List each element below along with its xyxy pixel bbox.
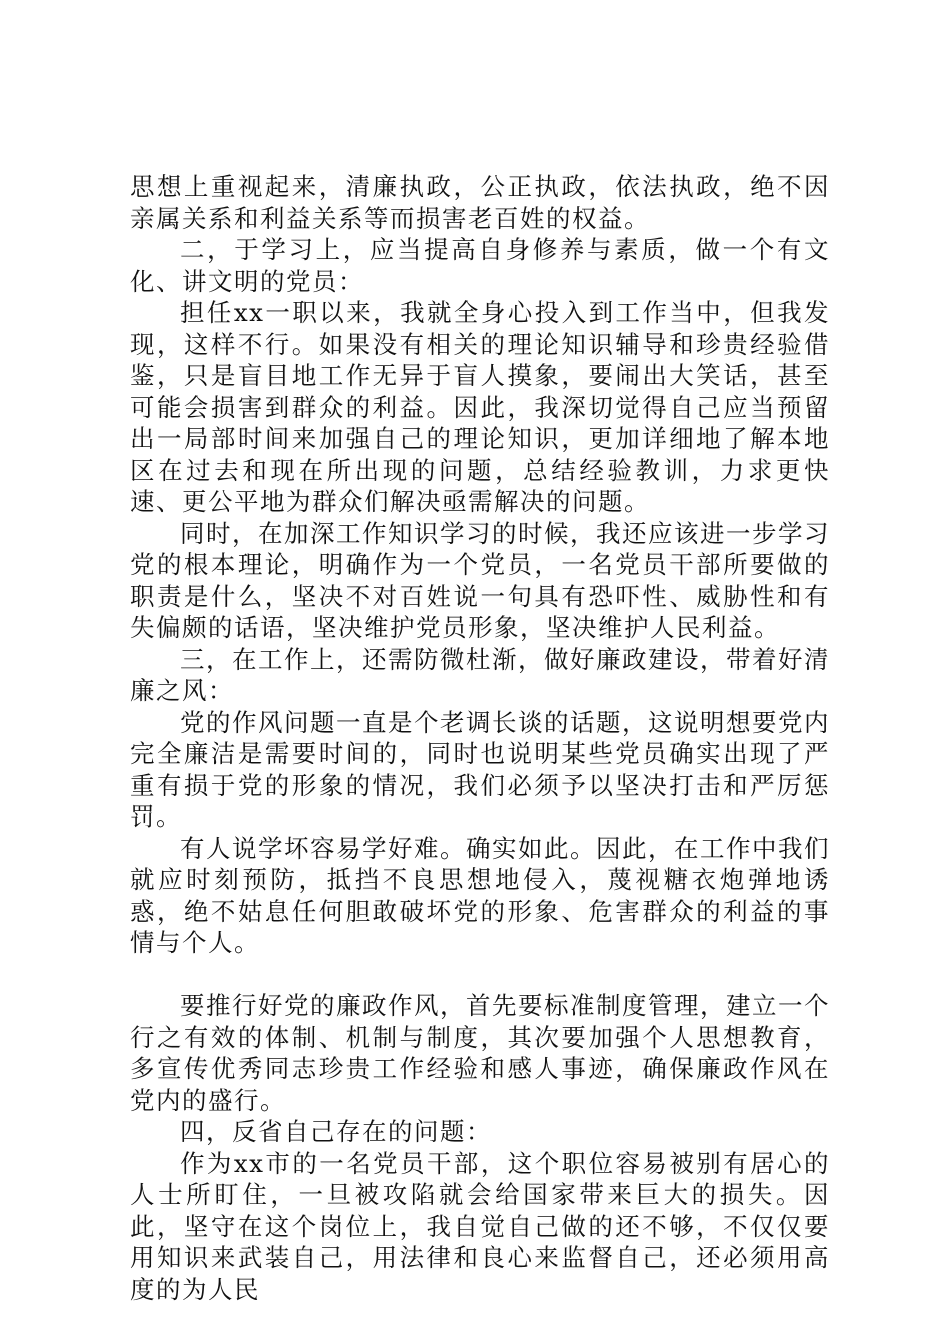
paragraph-gap [130,959,830,991]
paragraph-3: 担任xx一职以来，我就全身心投入到工作当中，但我发现，这样不行。如果没有相关的理论知识辅导和珍贵经验借鉴，只是盲目地工作无异于盲人摸象，要闹出大笑话，甚至可能会损害到群众的利益。因此，我深切觉得自己应当预留出一局部时间来加强自己的理论知识，更加详细地了解本地区在过去和现在所出现的问题，总结经验教训，力求更快速、更公平地为群众们解决亟需解决的问题。 [130,298,830,516]
paragraph-2: 二，于学习上，应当提高自身修养与素质，做一个有文化、讲文明的党员： [130,235,830,296]
paragraph-9: 四，反省自己存在的问题： [180,1117,492,1146]
paragraph-4: 同时，在加深工作知识学习的时候，我还应该进一步学习党的根本理论，明确作为一个党员，一名党员干部所要做的职责是什么，坚决不对百姓说一句具有恐吓性、威胁性和有失偏颇的话语，坚决维护党员形象，坚决维护人民利益。 [130,518,830,642]
paragraph-7: 有人说学坏容易学好难。确实如此。因此，在工作中我们就应时刻预防，抵挡不良思想地侵入，蔑视糖衣炮弹地诱惑，绝不姑息任何胆敢破坏党的形象、危害群众的利益的事情与个人。 [130,833,830,957]
paragraph-10: 作为xx市的一名党员干部，这个职位容易被别有居心的人士所盯住，一旦被攻陷就会给国家带来巨大的损失。因此，坚守在这个岗位上，我自觉自己做的还不够，不仅仅要用知识来武装自己，用法律和良心来监督自己，还必须用高度的为人民 [130,1148,830,1304]
paragraph-6: 党的作风问题一直是个老调长谈的话题，这说明想要党内完全廉洁是需要时间的，同时也说明某些党员确实出现了严重有损于党的形象的情况，我们必须予以坚决打击和严厉惩罚。 [130,707,830,831]
paragraph-5: 三，在工作上，还需防微杜渐，做好廉政建设，带着好清廉之风： [130,644,830,705]
paragraph-8: 要推行好党的廉政作风，首先要标准制度管理，建立一个行之有效的体制、机制与制度，其次要加强个人思想教育，多宣传优秀同志珍贵工作经验和感人事迹，确保廉政作风在党内的盛行。 [130,991,830,1115]
body-text [130,171,830,1305]
paragraph-1: 思想上重视起来，清廉执政，公正执政，依法执政，绝不因亲属关系和利益关系等而损害老百姓的权益。 [130,172,830,233]
